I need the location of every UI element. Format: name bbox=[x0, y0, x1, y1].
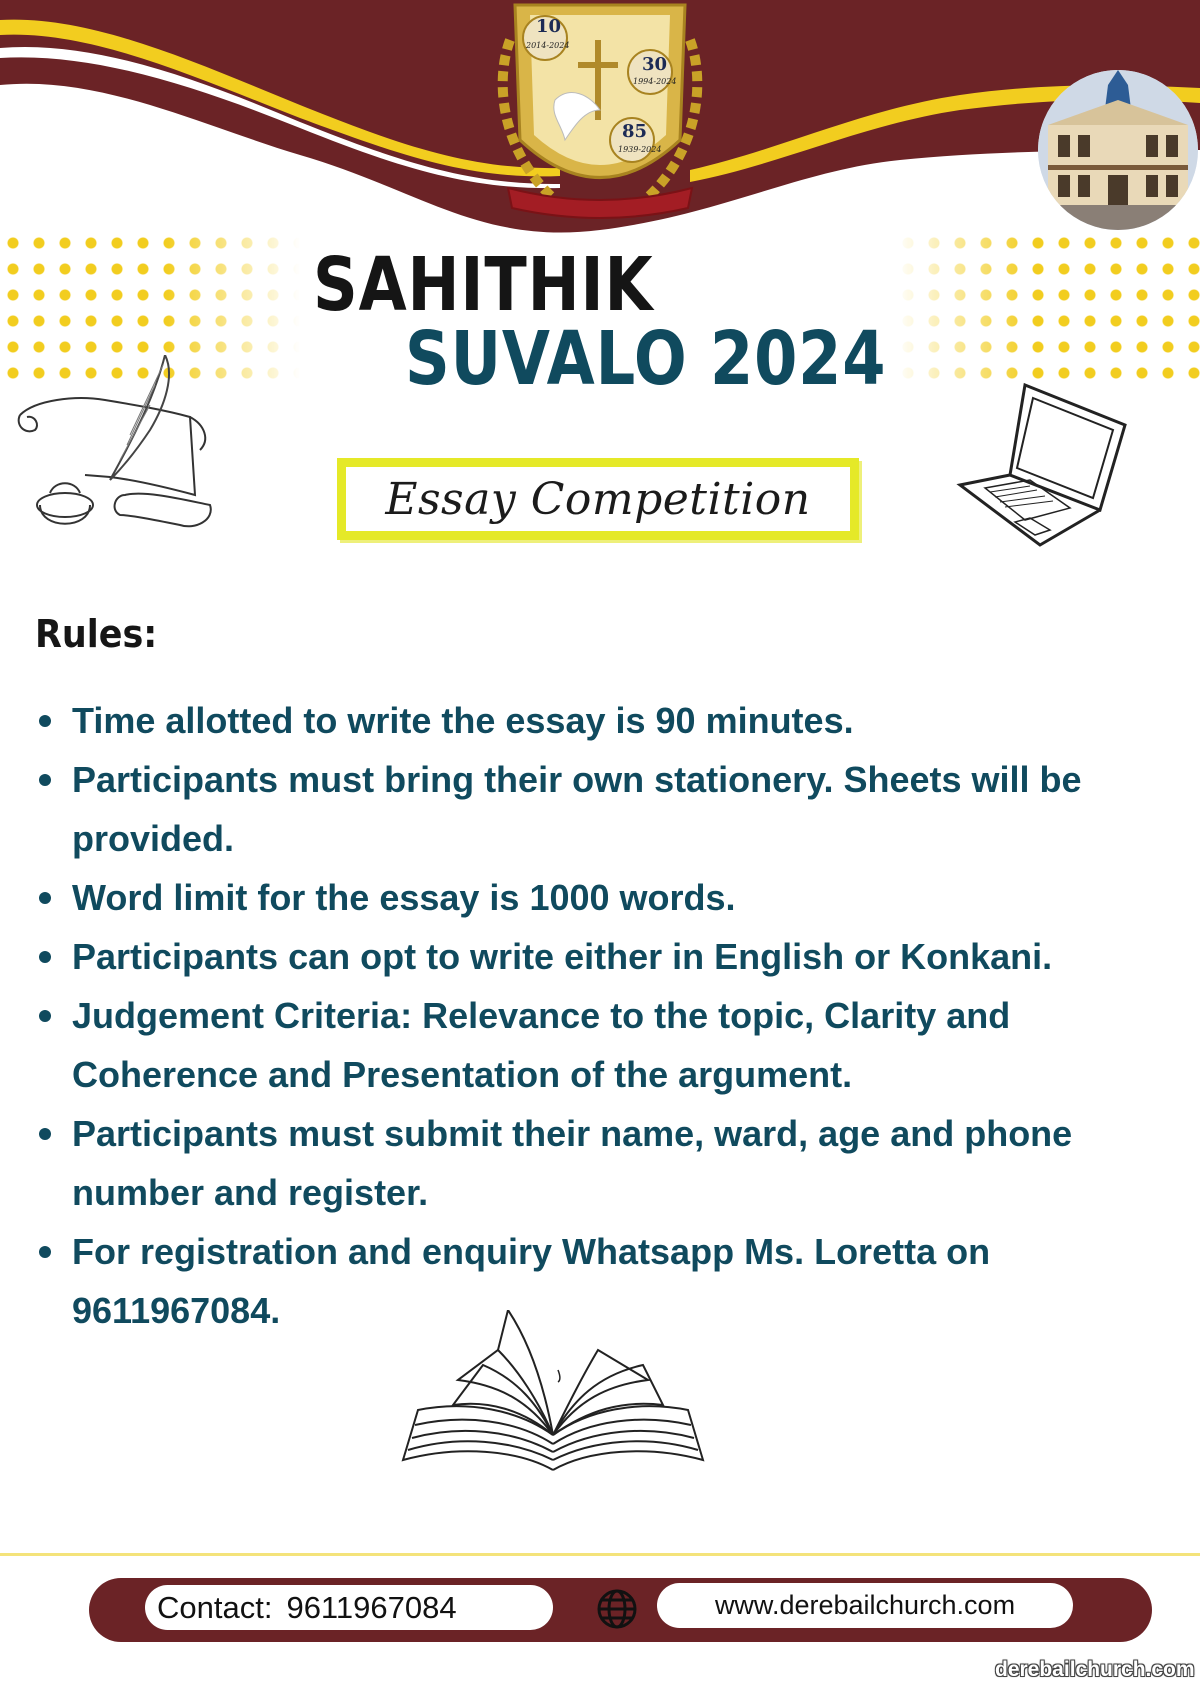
logo-years-1994-2024: 1994-2024 bbox=[633, 77, 677, 86]
decorative-dots-right bbox=[895, 230, 1200, 380]
contact-phone-link[interactable]: 9611967084 bbox=[286, 1589, 457, 1625]
bullet-icon bbox=[39, 774, 51, 786]
logo-years-2014-2024: 2014-2024 bbox=[526, 41, 570, 50]
rules-list bbox=[34, 691, 1174, 1340]
watermark: derebailchurch.com bbox=[995, 1658, 1195, 1681]
contact-pill bbox=[145, 1585, 553, 1630]
bullet-icon bbox=[39, 892, 51, 904]
rule-text: Participants can opt to write either in English or Konkani. bbox=[72, 936, 1053, 977]
rule-item bbox=[34, 691, 1174, 750]
bullet-icon bbox=[39, 951, 51, 963]
bullet-icon bbox=[39, 1246, 51, 1258]
rule-text: Participants must bring their own stationery. Sheets will be provided. bbox=[72, 759, 1082, 859]
subtitle-box bbox=[337, 458, 859, 540]
title-line-2: SUVALO 2024 bbox=[405, 316, 887, 402]
title-line-1: SAHITHIK bbox=[313, 242, 654, 328]
jubilee-logo bbox=[470, 0, 730, 230]
logo-number-85: 85 bbox=[622, 121, 648, 142]
laptop-doodle bbox=[955, 380, 1130, 550]
bullet-icon bbox=[39, 715, 51, 727]
logo-number-30: 30 bbox=[642, 54, 668, 75]
subtitle-text: Essay Competition bbox=[385, 473, 811, 525]
rule-text: Participants must submit their name, ward, age and phone number and register. bbox=[72, 1113, 1073, 1213]
contact-label: Contact: bbox=[157, 1589, 273, 1625]
open-book-doodle bbox=[398, 1310, 708, 1485]
website-link[interactable]: www.derebailchurch.com bbox=[657, 1583, 1073, 1628]
rule-item bbox=[34, 868, 1174, 927]
logo-years-1939-2024: 1939-2024 bbox=[618, 145, 662, 154]
globe-icon bbox=[596, 1588, 638, 1630]
rule-text: Time allotted to write the essay is 90 minutes. bbox=[72, 700, 854, 741]
rule-text: For registration and enquiry Whatsapp Ms. Loretta on 9611967084. bbox=[72, 1231, 991, 1331]
logo-number-10: 10 bbox=[536, 16, 562, 37]
rule-item bbox=[34, 750, 1174, 868]
footer-divider bbox=[0, 1553, 1200, 1556]
bullet-icon bbox=[39, 1010, 51, 1022]
church-building-image bbox=[1038, 70, 1198, 230]
rule-text: Judgement Criteria: Relevance to the topic, Clarity and Coherence and Presentation of the argument. bbox=[72, 995, 1011, 1095]
rules-heading: Rules: bbox=[35, 612, 158, 656]
rule-text: Word limit for the essay is 1000 words. bbox=[72, 877, 736, 918]
quill-scroll-doodle bbox=[15, 355, 220, 545]
church-photo bbox=[1038, 70, 1198, 230]
rule-item bbox=[34, 986, 1174, 1104]
bullet-icon bbox=[39, 1128, 51, 1140]
rule-item bbox=[34, 1104, 1174, 1222]
rule-item bbox=[34, 927, 1174, 986]
